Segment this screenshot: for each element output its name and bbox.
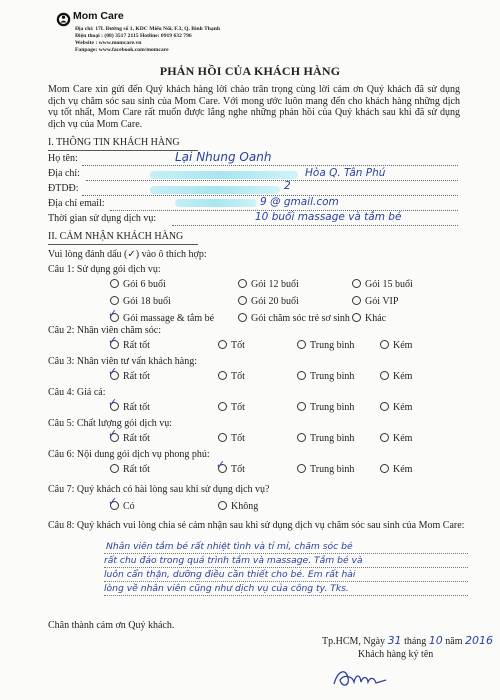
radio-circle-icon[interactable]	[218, 371, 227, 380]
q1-option-4-label: Gói 18 buổi	[123, 296, 171, 307]
q5-option-4[interactable]	[380, 433, 412, 444]
q6-option-2-label: Tốt	[231, 464, 245, 475]
q2-label: Câu 2: Nhân viên chăm sóc:	[48, 325, 162, 336]
q8-line-4	[104, 595, 468, 596]
q7-option-no-label: Không	[231, 501, 259, 512]
radio-circle-icon[interactable]	[108, 307, 119, 322]
date-day[interactable]: 31	[387, 634, 402, 647]
radio-circle-icon[interactable]	[218, 340, 227, 349]
q1-option-2[interactable]	[238, 279, 299, 290]
q6-option-3-label: Trung bình	[310, 464, 355, 475]
radio-circle-icon[interactable]	[352, 313, 361, 322]
radio-circle-icon[interactable]	[297, 340, 306, 349]
radio-circle-icon[interactable]	[218, 501, 227, 510]
q4-option-3-label: Trung bình	[310, 402, 355, 413]
header-fanpage: Fanpage: www.facebook.com/momcare	[75, 47, 169, 53]
q7-option-yes[interactable]	[108, 495, 135, 512]
q1-option-1-label: Gói 6 buổi	[123, 279, 166, 290]
q2-option-1[interactable]	[108, 334, 150, 351]
q1-option-3[interactable]	[352, 279, 413, 290]
q5-option-3[interactable]	[297, 433, 354, 444]
check-mark-icon: ✓	[108, 427, 118, 440]
q1-option-4[interactable]	[110, 296, 171, 307]
radio-circle-icon[interactable]	[238, 296, 247, 305]
q1-option-7-label: Gói massage & tắm bé	[123, 313, 215, 324]
q6-option-1-label: Rất tốt	[123, 464, 150, 475]
q4-option-3[interactable]	[297, 402, 354, 413]
email-redaction	[175, 199, 257, 207]
radio-circle-icon[interactable]	[218, 433, 227, 442]
q1-option-9-label: Khác	[365, 313, 387, 324]
service-time-label: Thời gian sử dụng dịch vụ:	[48, 213, 157, 224]
q2-option-3-label: Trung bình	[310, 340, 355, 351]
q6-option-4[interactable]	[380, 464, 412, 475]
q8-label: Câu 8: Quý khách vui lòng chia sẻ cảm nhận sau khi sử dụng dịch vụ chăm sóc sau sinh của Mom Care:	[48, 520, 465, 531]
q2-option-2-label: Tốt	[231, 340, 245, 351]
q7-label: Câu 7: Quý khách có hài lòng sau khi sử dụng dịch vụ?	[48, 484, 270, 495]
address-redaction	[150, 171, 298, 179]
phone-redaction	[150, 186, 280, 194]
q3-option-4-label: Kém	[393, 371, 413, 382]
check-mark-icon: ✓	[108, 396, 118, 409]
header-phone: Điện thoại : (08) 3517 2115 Hotline: 0919 632 796	[75, 33, 192, 39]
radio-circle-icon[interactable]	[380, 433, 389, 442]
q3-option-1-label: Rất tốt	[123, 371, 150, 382]
section1-heading: I. THÔNG TIN KHÁCH HÀNG	[48, 137, 180, 148]
radio-circle-icon[interactable]	[108, 396, 119, 411]
service-time-value[interactable]: 10 buổi massage và tắm bé	[255, 211, 402, 223]
q1-option-6[interactable]	[352, 296, 398, 307]
radio-circle-icon[interactable]	[380, 464, 389, 473]
check-mark-icon: ✓	[216, 458, 226, 471]
address-line	[86, 180, 458, 181]
radio-circle-icon[interactable]	[216, 458, 227, 473]
month-label: tháng	[404, 636, 427, 647]
place-date-prefix: Tp.HCM, Ngày	[322, 636, 386, 647]
q3-option-4[interactable]	[380, 371, 412, 382]
q1-option-1[interactable]	[110, 279, 166, 290]
q5-option-2[interactable]	[218, 433, 245, 444]
q1-option-3-label: Gói 15 buổi	[365, 279, 413, 290]
radio-circle-icon[interactable]	[380, 340, 389, 349]
email-label: Địa chỉ email:	[48, 198, 105, 209]
header-address: Địa chỉ: 17L Đường số 1, KDC Miếu Nổi, F.3, Q. Bình Thạnh	[75, 26, 220, 32]
q8-answer-4[interactable]: lòng về nhân viên cũng như dịch vụ của công ty. Tks.	[104, 583, 349, 594]
place-date	[322, 634, 493, 647]
q3-option-2-label: Tốt	[231, 371, 245, 382]
name-line	[82, 165, 458, 166]
q8-line-1	[104, 553, 468, 554]
check-mark-icon: ✓	[108, 334, 118, 347]
q7-option-yes-label: Có	[123, 501, 135, 512]
customer-signature-icon	[330, 664, 390, 692]
q4-option-4[interactable]	[380, 402, 412, 413]
q1-option-7[interactable]	[108, 307, 215, 324]
q3-option-3[interactable]	[297, 371, 354, 382]
radio-circle-icon[interactable]	[297, 433, 306, 442]
intro-paragraph: Mom Care xin gửi đến Quý khách hàng lời chào trân trọng cùng lời cám ơn Quý khách đã sử dụng dịch vụ chăm sóc sau sinh của Mom Care. Với mong ước luôn mang đến cho khách hàng những dịch vụ tốt nhất, Mom Care rất muốn được lắng nghe những phản hồi của Quý khách sau khi đã sử dụng dịch vụ của Mom Care.	[48, 84, 460, 130]
radio-circle-icon[interactable]	[108, 427, 119, 442]
q4-option-2-label: Tốt	[231, 402, 245, 413]
q2-option-4[interactable]	[380, 340, 412, 351]
q5-option-3-label: Trung bình	[310, 433, 355, 444]
q8-answer-1[interactable]: Nhân viên tắm bé rất nhiệt tình và tỉ mỉ, chăm sóc bé	[106, 541, 353, 552]
q8-line-2	[104, 567, 468, 568]
service-time-line	[172, 225, 458, 226]
header-website: Website : www.momcare.vn	[75, 40, 142, 46]
q6-option-1[interactable]	[110, 464, 150, 475]
brand-name: Mom Care	[73, 10, 124, 22]
signer-label: Khách hàng ký tên	[358, 649, 434, 660]
year-label: năm	[445, 636, 463, 647]
q6-option-4-label: Kém	[393, 464, 413, 475]
q2-option-4-label: Kém	[393, 340, 413, 351]
address-value[interactable]: Hòa Q. Tân Phú	[305, 167, 386, 179]
q1-option-5[interactable]	[238, 296, 299, 307]
radio-circle-icon[interactable]	[238, 279, 247, 288]
q6-label: Câu 6: Nội dung gói dịch vụ phong phú:	[48, 449, 210, 460]
q5-option-2-label: Tốt	[231, 433, 245, 444]
radio-circle-icon[interactable]	[297, 464, 306, 473]
radio-circle-icon[interactable]	[380, 402, 389, 411]
q4-label: Câu 4: Giá cả:	[48, 387, 106, 398]
q5-label: Câu 5: Chất lượng gói dịch vụ:	[48, 418, 173, 429]
q1-option-8[interactable]	[238, 313, 350, 324]
name-value[interactable]: Lại Nhung Oanh	[175, 150, 272, 164]
q4-option-4-label: Kém	[393, 402, 413, 413]
radio-circle-icon[interactable]	[108, 334, 119, 349]
q5-option-4-label: Kém	[393, 433, 413, 444]
q1-option-2-label: Gói 12 buổi	[251, 279, 299, 290]
radio-circle-icon[interactable]	[238, 313, 247, 322]
q1-option-9[interactable]	[352, 313, 386, 324]
check-mark-icon: ✓	[108, 495, 118, 508]
section2-underline	[48, 244, 198, 245]
radio-circle-icon[interactable]	[108, 495, 119, 510]
radio-circle-icon[interactable]	[352, 279, 361, 288]
radio-circle-icon[interactable]	[108, 365, 119, 380]
address-label: Địa chỉ:	[48, 168, 80, 179]
q7-option-no[interactable]	[218, 501, 258, 512]
q1-label: Câu 1: Sử dụng gói dịch vụ:	[48, 264, 161, 275]
q8-answer-2[interactable]: rất chu đáo trong quá trình tắm và massage. Tắm bé và	[104, 555, 363, 566]
date-year[interactable]: 2016	[465, 634, 493, 647]
q3-label: Câu 3: Nhân viên tư vấn khách hàng:	[48, 356, 197, 367]
mom-care-logo-icon	[56, 12, 71, 27]
q6-option-2[interactable]	[216, 458, 245, 475]
q6-option-3[interactable]	[297, 464, 354, 475]
radio-circle-icon[interactable]	[297, 371, 306, 380]
q1-option-6-label: Gói VIP	[365, 296, 399, 307]
radio-circle-icon[interactable]	[218, 402, 227, 411]
radio-circle-icon[interactable]	[110, 464, 119, 473]
instruction-text: Vui lòng đánh dấu (✓) vào ô thích hợp:	[48, 249, 207, 260]
check-mark-icon: ✓	[108, 307, 118, 320]
q1-option-5-label: Gói 20 buổi	[251, 296, 299, 307]
q3-option-3-label: Trung bình	[310, 371, 355, 382]
q3-option-1[interactable]	[108, 365, 150, 382]
q5-option-1-label: Rất tốt	[123, 433, 150, 444]
radio-circle-icon[interactable]	[352, 296, 361, 305]
section2-heading: II. CẢM NHẬN KHÁCH HÀNG	[48, 231, 184, 242]
thanks-text: Chân thành cám ơn Quý khách.	[48, 620, 175, 631]
q2-option-1-label: Rất tốt	[123, 340, 150, 351]
q2-option-3[interactable]	[297, 340, 354, 351]
phone-label: ĐTDĐ:	[48, 183, 79, 194]
q4-option-1-label: Rất tốt	[123, 402, 150, 413]
q8-line-3	[104, 581, 468, 582]
q4-option-2[interactable]	[218, 402, 245, 413]
form-title: PHẢN HỒI CỦA KHÁCH HÀNG	[159, 64, 341, 78]
q8-answer-3[interactable]: luôn cẩn thận, dưỡng điều cần thiết cho bé. Em rất hài	[104, 569, 356, 580]
radio-circle-icon[interactable]	[380, 371, 389, 380]
radio-circle-icon[interactable]	[110, 279, 119, 288]
q5-option-1[interactable]	[108, 427, 150, 444]
radio-circle-icon[interactable]	[110, 296, 119, 305]
radio-circle-icon[interactable]	[297, 402, 306, 411]
q3-option-2[interactable]	[218, 371, 245, 382]
q2-option-2[interactable]	[218, 340, 245, 351]
date-month[interactable]: 10	[428, 634, 443, 647]
q4-option-1[interactable]	[108, 396, 150, 413]
q1-option-8-label: Gói chăm sóc trẻ sơ sinh	[251, 313, 350, 324]
phone-value[interactable]: 2	[284, 180, 291, 192]
email-value[interactable]: 9 @ gmail.com	[260, 196, 339, 208]
name-label: Họ tên:	[48, 153, 78, 164]
check-mark-icon: ✓	[108, 365, 118, 378]
